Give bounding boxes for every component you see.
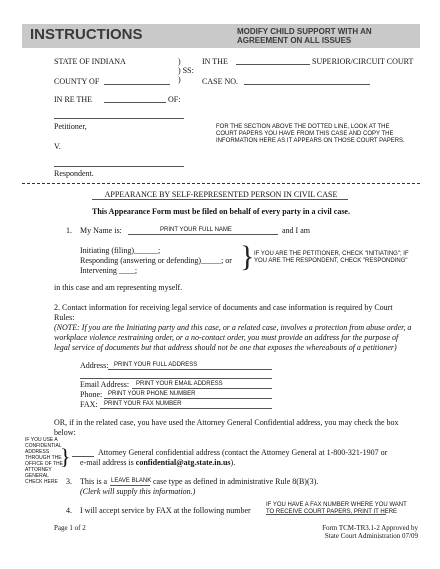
state-label: STATE OF INDIANA <box>54 57 126 66</box>
email-field[interactable] <box>132 388 272 389</box>
address-label: Address: <box>80 361 109 370</box>
phone-label: Phone: <box>80 390 103 399</box>
dotted-divider <box>22 183 420 184</box>
case-type-hint: LEAVE BLANK <box>111 478 152 484</box>
page-number: Page 1 of 2 <box>54 524 86 532</box>
role-brace: } <box>240 240 255 273</box>
case-number-field[interactable] <box>244 84 370 85</box>
instructions-header <box>22 24 420 48</box>
in-re-field[interactable] <box>104 102 166 103</box>
form-id: Form TCM-TR3.1-2 Approved by <box>322 524 418 532</box>
case-type-field[interactable] <box>110 485 150 486</box>
in-re-label: IN RE THE <box>54 95 93 104</box>
address-field-line2[interactable] <box>80 378 272 379</box>
full-name-hint: PRINT YOUR FULL NAME <box>160 227 232 233</box>
initiating-option[interactable]: Initiating (filing)______; <box>80 246 161 255</box>
phone-hint: PRINT YOUR PHONE NUMBER <box>108 391 196 397</box>
fax-service-text: I will accept service by FAX at the following number <box>80 506 251 515</box>
caption-ss: ) SS: <box>178 66 194 75</box>
clerk-note: (Clerk will supply this information.) <box>80 487 196 496</box>
petitioner-label: Petitioner, <box>54 122 87 131</box>
ag-email-suffix: ). <box>230 458 236 467</box>
in-the-label: IN THE <box>202 57 228 66</box>
case-no-label: CASE NO. <box>202 77 239 86</box>
representing-text: in this case and am representing myself. <box>54 283 183 292</box>
fax-label: FAX: <box>80 400 98 409</box>
email-label: Email Address: <box>80 380 130 389</box>
filing-note: This Appearance Form must be filed on behalf of every party in a civil case. <box>92 207 350 216</box>
address-hint: PRINT YOUR FULL ADDRESS <box>114 362 198 368</box>
county-label: COUNTY OF <box>54 77 100 86</box>
ag-email[interactable]: confidential@atg.state.in.us <box>135 458 231 467</box>
respondent-name-field[interactable] <box>54 166 184 167</box>
item4-number: 4. <box>66 506 72 515</box>
fax-hint: PRINT YOUR FAX NUMBER <box>104 401 182 407</box>
or-confidential-text: OR, if in the related case, you have used the Attorney General Confidential address, you may check the box below: <box>54 418 399 437</box>
address-field[interactable] <box>108 369 272 370</box>
form-title: APPEARANCE BY SELF-REPRESENTED PERSON IN CIVIL CASE <box>104 190 338 199</box>
header-title: INSTRUCTIONS <box>30 26 143 43</box>
form-title-underline <box>92 199 348 200</box>
and-i-am-label: and I am <box>282 226 310 235</box>
confidential-checkbox[interactable] <box>72 456 94 457</box>
case-type-pre: This is a <box>80 477 108 486</box>
caption-instruction-note: FOR THE SECTION ABOVE THE DOTTED LINE, LOOK AT THE COURT PAPERS YOU HAVE FROM THIS CASE AND COPY THE INFORMATION HERE AS IT APPEARS ON THOSE COURT PAPERS. <box>216 124 405 144</box>
item1-number: 1. <box>66 226 72 235</box>
contact-info-note: (NOTE: If you are the Initiating party and this case, or a related case, involves a protection from abuse order, a workplace violence restraining order, or a no-contact order, you must provide an address for the purpose of legal service of documents but that address should not be one that exposes the whereabouts of a petitioner) <box>54 323 412 352</box>
header-subtitle: MODIFY CHILD SUPPORT WITH AN AGREEMENT ON ALL ISSUES <box>237 27 372 45</box>
caption-paren: ) <box>178 75 181 84</box>
phone-field[interactable] <box>104 398 272 399</box>
petitioner-name-field[interactable] <box>54 118 184 119</box>
court-label: SUPERIOR/CIRCUIT COURT <box>312 57 414 66</box>
intervening-option[interactable]: Intervening ____; <box>80 266 138 275</box>
ag-email-prefix: e-mail address is <box>80 458 134 467</box>
v-label: V. <box>54 142 61 151</box>
email-hint: PRINT YOUR EMAIL ADDRESS <box>136 381 223 387</box>
ag-address-text: Attorney General confidential address (contact the Attorney General at 1-800-321-1907 or <box>98 448 388 457</box>
of-label: OF: <box>168 95 181 104</box>
court-county-field[interactable] <box>236 64 310 65</box>
confidential-brace: } <box>60 444 71 469</box>
name-label: My Name is: <box>80 226 122 235</box>
item3-number: 3. <box>66 477 72 486</box>
case-type-post: case type as defined in administrative Rule 8(B)(3). <box>153 477 319 486</box>
responding-option[interactable]: Responding (answering or defending)_____; or <box>80 256 232 265</box>
county-field[interactable] <box>104 84 170 85</box>
contact-info-text: 2. Contact information for receiving legal service of documents and case information is required by Court Rules: <box>54 303 393 322</box>
full-name-field[interactable] <box>128 234 278 235</box>
ag-email-line <box>80 458 235 468</box>
role-hint: IF YOU ARE THE PETITIONER, CHECK "INITIATING"; IF YOU ARE THE RESPONDENT, CHECK "RESPONDING" <box>254 251 409 264</box>
confidential-hint: IF YOU USE A CONFIDENTIAL ADDRESS THROUGH THE OFFICE OF THE ATTORNEY GENERAL CHECK HERE <box>25 437 63 485</box>
approval-note: State Court Administration 07/09 <box>324 532 418 540</box>
service-fax-hint: IF YOU HAVE A FAX NUMBER WHERE YOU WANT TO RECEIVE COURT PAPERS, PRINT IT HERE <box>266 502 407 515</box>
fax-field[interactable] <box>100 408 272 409</box>
respondent-label: Respondent. <box>54 169 94 178</box>
caption-paren: ) <box>178 57 181 66</box>
